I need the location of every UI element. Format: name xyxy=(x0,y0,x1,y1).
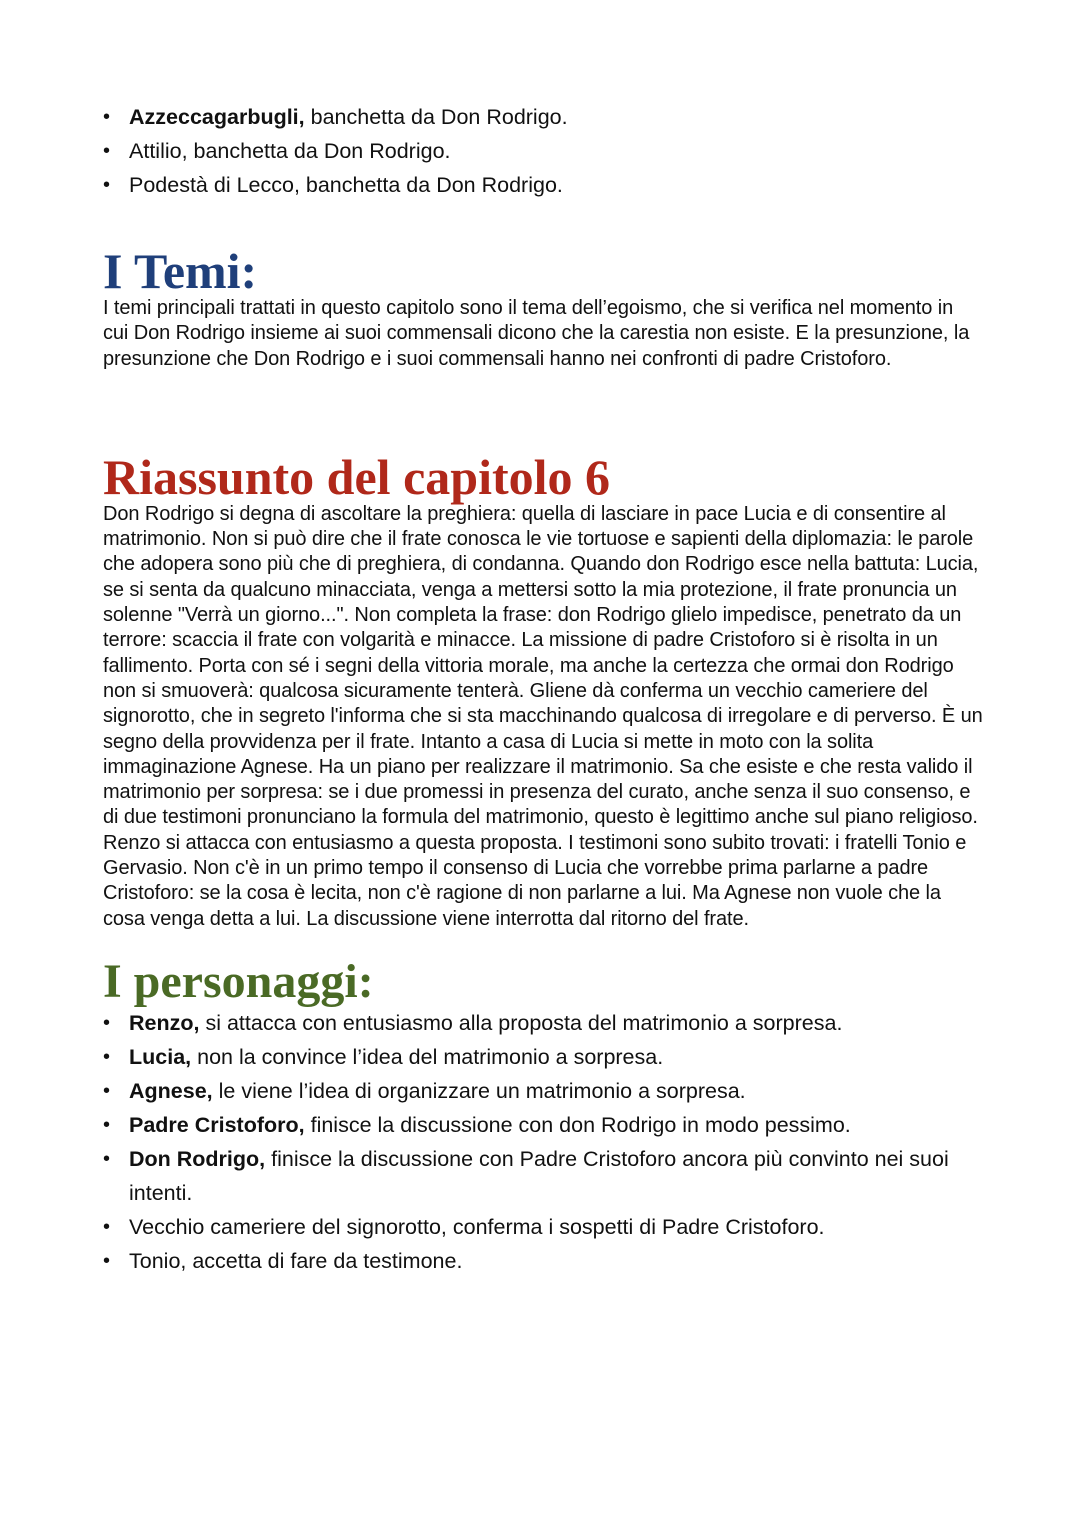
list-item xyxy=(103,1108,983,1142)
character-description: banchetta da Don Rodrigo. xyxy=(304,105,568,129)
character-name: Azzeccagarbugli, xyxy=(129,105,305,129)
character-name: Don Rodrigo, xyxy=(129,1146,266,1171)
bullet-icon: • xyxy=(103,1147,111,1170)
character-description: Vecchio cameriere del signorotto, conferma i sospetti di Padre Cristoforo. xyxy=(129,1214,825,1239)
character-name: Lucia, xyxy=(129,1044,192,1069)
character-name: Renzo, xyxy=(129,1010,200,1035)
list-item xyxy=(103,1210,983,1244)
characters-heading: I personaggi: xyxy=(103,954,374,1008)
list-item xyxy=(103,1074,983,1108)
character-name: Padre Cristoforo, xyxy=(129,1112,305,1137)
list-item xyxy=(103,1244,983,1278)
list-item xyxy=(103,168,983,202)
list-item xyxy=(103,100,983,134)
bullet-icon: • xyxy=(103,1011,111,1034)
bullet-icon: • xyxy=(103,1045,111,1068)
banquet-guests-list xyxy=(103,100,983,202)
character-name: Agnese, xyxy=(129,1078,213,1103)
list-item xyxy=(103,134,983,168)
bullet-icon: • xyxy=(103,1079,111,1102)
document-page xyxy=(103,100,983,1278)
bullet-icon: • xyxy=(103,1249,111,1272)
themes-paragraph: I temi principali trattati in questo capitolo sono il tema dell’egoismo, che si verifica nel momento in cui Don Rodrigo insieme ai suoi commensali dicono che la carestia non esiste. E la presunzione, la presunzione che Don Rodrigo e i suoi commensali hanno nei confronti di padre Cristoforo. xyxy=(103,297,970,370)
bullet-icon: • xyxy=(103,106,111,128)
character-description: Tonio, accetta di fare da testimone. xyxy=(129,1248,463,1273)
character-description: Attilio, banchetta da Don Rodrigo. xyxy=(129,139,451,163)
summary-paragraph: Don Rodrigo si degna di ascoltare la preghiera: quella di lasciare in pace Lucia e di consentire al matrimonio. Non si può dire che il frate conosca le vie tortuose e sapienti della diplomazia: le parole che adopera sono più che di preghiera, di condanna. Quando don Rodrigo esce nella battuta: Lucia, se si senta da qualcuno minacciata, venga a mettersi sotto la mia protezione, il frate pronuncia un solenne "Verrà un giorno...". Non completa la frase: don Rodrigo glielo impedisce, penetrato da un terrore: scaccia il frate con volgarità e minacce. La missione di padre Cristoforo si è risolta in un fallimento. Porta con sé i segni della vittoria morale, ma anche la certezza che ormai don Rodrigo non si smuoverà: qualcosa sicuramente tenterà. Gliene dà conferma un vecchio cameriere del signorotto, che in segreto l'informa che si sta macchinando qualcosa di irregolare e di perverso. È un segno della provvidenza per il frate. Intanto a casa di Lucia si mette in moto con la solita immaginazione Agnese. Ha un piano per realizzare il matrimonio. Sa che esiste e che resta valido il matrimonio per sorpresa: se i due promessi in presenza del curato, anche senza il suo consenso, e di due testimoni pronunciano la formula del matrimonio, questo è legittimo anche sul piano religioso. Renzo si attacca con entusiasmo a questa proposta. I testimoni sono subito trovati: i fratelli Tonio e Gervasio. Non c'è in un primo tempo il consenso di Lucia che vorrebbe prima parlarne a padre Cristoforo: se la cosa è lecita, non c'è ragione di non parlarne a lui. Ma Agnese non vuole che la cosa venga detta a lui. La discussione viene interrotta dal ritorno del frate. xyxy=(103,502,983,930)
bullet-icon: • xyxy=(103,140,111,162)
character-description: si attacca con entusiasmo alla proposta del matrimonio a sorpresa. xyxy=(199,1010,843,1035)
bullet-icon: • xyxy=(103,1113,111,1136)
character-description: le viene l’idea di organizzare un matrimonio a sorpresa. xyxy=(212,1078,746,1103)
character-description: finisce la discussione con Padre Cristoforo ancora più convinto nei suoi intenti. xyxy=(129,1146,949,1205)
list-item xyxy=(103,1006,983,1040)
list-item xyxy=(103,1142,983,1210)
list-item xyxy=(103,1040,983,1074)
character-description: non la convince l’idea del matrimonio a sorpresa. xyxy=(191,1044,664,1069)
themes-heading: I Temi: xyxy=(103,243,258,299)
bullet-icon: • xyxy=(103,1215,111,1238)
summary-heading: Riassunto del capitolo 6 xyxy=(103,448,611,505)
character-description: Podestà di Lecco, banchetta da Don Rodrigo. xyxy=(129,173,563,197)
character-description: finisce la discussione con don Rodrigo in modo pessimo. xyxy=(304,1112,851,1137)
characters-list xyxy=(103,1006,983,1278)
bullet-icon: • xyxy=(103,174,111,196)
